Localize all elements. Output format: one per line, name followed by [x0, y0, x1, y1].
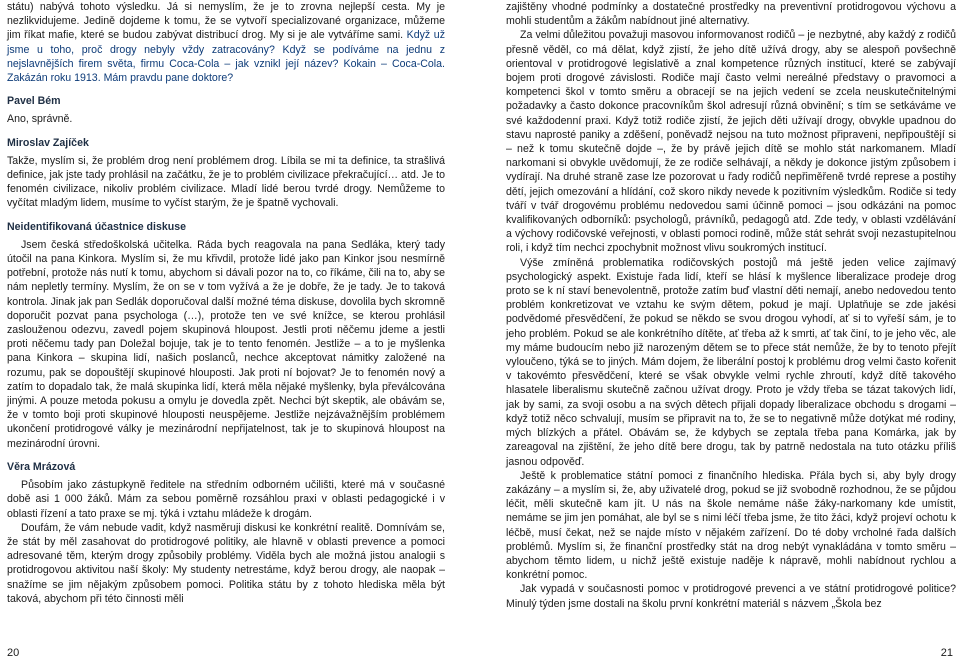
body-paragraph: Působím jako zástupkyně ředitele na středním odborném učilišti, které má v současné době asi 1 000 žáků. Mám za sebou poměrně rozsáhlou praxi v oblasti pedagogické i v oblasti řízení a tato praxe se mj. týká i vztahu mládeže k drogám.: [7, 479, 445, 520]
intro-highlight: Když už jsme u toho, proč drogy nebyly vždy zatracovány? Když se podíváme na jednu z nejslavnějších firem světa, firmu Coca-Cola – jak vznikl její název? Kokain – Coca-Cola. Zakázán roku 1913. Mám pravdu pane doktore?: [7, 29, 445, 85]
speaker-name: Miroslav Zajíček: [7, 136, 89, 149]
body-paragraph: Ještě k problematice státní pomoci z finančního hlediska. Přála bych si, aby byly drogy zakázány – a myslím si, že, aby uživatelé drog, pokud se již svobodně rozhodnou, že se půjdou léčit, měli skutečně kam jít. U nás na škole nemáme náše žáky-narkomany kde umístit, nemáme se jim jen pomáhat, ale byl se s nimi léčí třeba jsme, že tito žáci, když projeví ochotu k léčbě, musí čekat, než se najde místo v nějakém zařízení. Do té doby vrcholné řada dalších problémů. Myslím si, že finanční prostředky stát na drog nebýt vynakládána v tomto směru – abychom těmto lidem, u nichž ještě existuje naděje k nápravě, mohli nabídnout rychlou a konkrétní pomoc.: [506, 469, 956, 582]
body-paragraph: zajištěny vhodné podmínky a dostatečné prostředky na preventivní protidrogovou výchovu a mohli studentům a žákům nabídnout jiné alternativy.: [506, 1, 956, 28]
speaker-name: Neidentifikovaná účastnice diskuse: [7, 220, 186, 233]
speaker-name: Věra Mrázová: [7, 460, 76, 473]
speaker-answer: Ano, správně.: [7, 113, 73, 126]
page-number-left: 20: [7, 647, 20, 659]
intro-paragraph: [7, 0, 445, 85]
body-paragraph: Jak vypadá v současnosti pomoc v protidrogové prevenci a ve státní protidrogové politice? Minulý týden jsme dostali na školu první konkrétní materiál s názvem „Škola bez: [506, 583, 956, 610]
body-paragraph: Výše zmíněná problematika rodičovských postojů má ještě jeden velice zajímavý psychologický aspekt. Existuje řada lidí, kteří se hlásí k myšlence liberalizace prodeje drog proto se k ní staví benevolentně, protože zatím buď vlastní děti nemají, anebo nedovedou tento problém konkretizovat ve vztahu ke svým dětem, pokud je mají. Uplatňuje se zde jakési podvědomé přesvědčení, že pokud se někdo se svou drogou vyhodí, ať si to vyřeší sám, je to jeho problém. Pokud se ale konkrétního dítěte, ať třeba až k smrti, ať tak činí, to je jeho věc, ale my máme budoucím nebo již narozeným dětem se to přece stát nemůže, že by to tenoto přejít vyloučeno, týká se to jiných. Mám dojem, že liberální postoj k problému drog velmi často kořenit v takovémto přesvědčení, které se však obvykle velmi rychle zhroutí, když dítě takového hlasatele liberalismu skutečně začnou užívat drogy. Proto je vždy třeba se tázat takových lidí, jak by sami, za svoji osobu a na svých dětech přijali dopady liberalizace obchodu s drogami – když totiž něco schvalují, musím se připravit na to, že se to negativně může dotýkat mé rodiny, mých blízkých a přátel. Obávám se, že kdybych se zeptala třeba pana Komárka, jak by zareagoval na zjištění, že jeho dítě bere drogu, tak by patrně nedostala na tuto otázku příliš jasnou odpověď.: [506, 256, 956, 468]
body-paragraph: Za velmi důležitou považuji masovou informovanost rodičů – je nezbytné, aby každý z rodičů přesně věděl, co má dělat, když zjistí, že jeho dítě užívá drogy, aby se alespoň povšechně orientoval v protidrogové legislativě a znal kompetence různých institucí, které se zabývají bojem proti drogové závislosti. Rodiče mají často velmi nereálné představy o pravomoci a kompetenci škol v tomto směru a obracejí se na jejich vedení se zcela neuskutečnitelnými požadavky a často dokonce pracovníkům škol adresují různá obvinění; s tím se setkáváme ve své každodenní praxi. Když totiž rodiče zjistí, že jejich děti užívají drogy, obvykle upadnou do stavu naprosté paniky a zděšení, poněvadž nejsou na tuto možnost připraveni, nepřipouštějí si – než k tomu skutečně dojde –, že by právě jejich dítě se mohlo stát narkomanem. Mladí narkomani si obvykle uvědomují, že ze rodiče selhávají, a někdy je dokonce jistým způsobem i vydírají. Na druhé straně zase lze pozorovat u řady rodičů nepřiměřeně tvrdé represe a postihy dětí, jejich omezování a hlídání, což skoro nikdy nevede k pozitivním výsledkům. Rodiče si tedy tváří v tvář drogovému problému nedovedou sami účinně pomoci – jsou odkázáni na pomoc kvalifikovaných odborníků: psychologů, právníků, pedagogů atd. Zde tedy, v oblasti vzdělávání a výchovy rodičovské veřejnosti, v oblasti pomoci rodině, může stát sehrát svoji nezastupitelnou roli, i když tím nechci zpochybnit možnost vlivu soukromých institucí.: [506, 29, 956, 255]
right-column: [506, 0, 956, 611]
page-number-right: 21: [940, 647, 953, 659]
left-column: [7, 0, 445, 606]
speaker-name: Pavel Bém: [7, 95, 61, 108]
intro-text: státu) nabývá tohoto výsledku. Já si nemyslím, že je to zrovna nejlepší cesta. My je nezlikvidujeme. Jedině dojdeme k tomu, že se vytvoří specializované organizace, můžeme jim říkat mafie, které se budou zabývat distribucí drog. My si je ale vytváříme sami.: [7, 1, 445, 42]
body-paragraph: Jsem česká středoškolská učitelka. Ráda bych reagovala na pana Sedláka, který tady útočil na pana Kinkora. Myslím si, že mu křivdil, protože lidé jako pan Kinkor jsou nesmírně potřební, protože nás nutí k tomu, abychom si dávali pozor na to, co říkáme, čili na to, aby se nám nepletly termíny. Myslím, že on se v tom vyžívá a že je dobře, že je tady. Je to taková kontrola. Jinak jak pan Sedlák doporučoval další možné téma diskuse, dovolila bych skromně doporučit pozvat pana psychologa (…), protože ten ve své knížce, se kterou prohlásil zaslouženou odezvu, zavedl pojem skupinová hloupost. Jestli proti něčemu jdeme a jestli proti něčemu tady pan Doležal bojuje, tak je to tento fenomén. Jestliže – a to je myšlenka pana Kinkora – skupina lidí, našich poslanců, nechce akceptovat námitky založené na rozumu, pak se dopouštějí skupinové hlouposti. Jak proti ní bojovat? Je to fenomén nový a zatím to dopadalo tak, že malá skupinka lidí, která měla nějaké myšlenky, byla převálcována jinými. A pouze metoda pokusu a omylu je dovedla zpět. Nechci být skeptik, ale obávám se, že v tomto boji proti skupinové hlouposti neuspějeme. Jestliže nejzávažnějším problémem ukončení protidrogové války je mezinárodní nepřijatelnost, tak je to skupinová hloupost na mezinárodní úrovni.: [7, 238, 445, 450]
body-paragraph: Doufám, že vám nebude vadit, když nasměruji diskusi ke konkrétní realitě. Domnívám se, že stát by měl zasahovat do protidrogové politiky, ale hlavně v oblasti prevence a pomoci adresované těm, kterým drogy způsobily problémy. Viděla bych ale možná jistou analogii s protidrogovou aktivitou naší školy: My studenty netrestáme, když berou drogy, ale naopak – snažíme se jim nějakým způsobem pomoci. Politika státu by z tohoto hlediska měla být taková, abychom při této činnosti měli: [7, 521, 445, 605]
body-paragraph: Takže, myslím si, že problém drog není problémem drog. Líbila se mi ta definice, ta strašlivá definice, jak jste tady prohlásil na začátku, že je to problém civilizace překračující… atd. Je to fenomén civilizace, nikoliv problém civilizace. Mladí lidé berou tvrdé drogy. Nemůžeme to vyčítat mladým lidem, musíme to vyčíst starým, že je špatně vychovali.: [7, 154, 445, 210]
